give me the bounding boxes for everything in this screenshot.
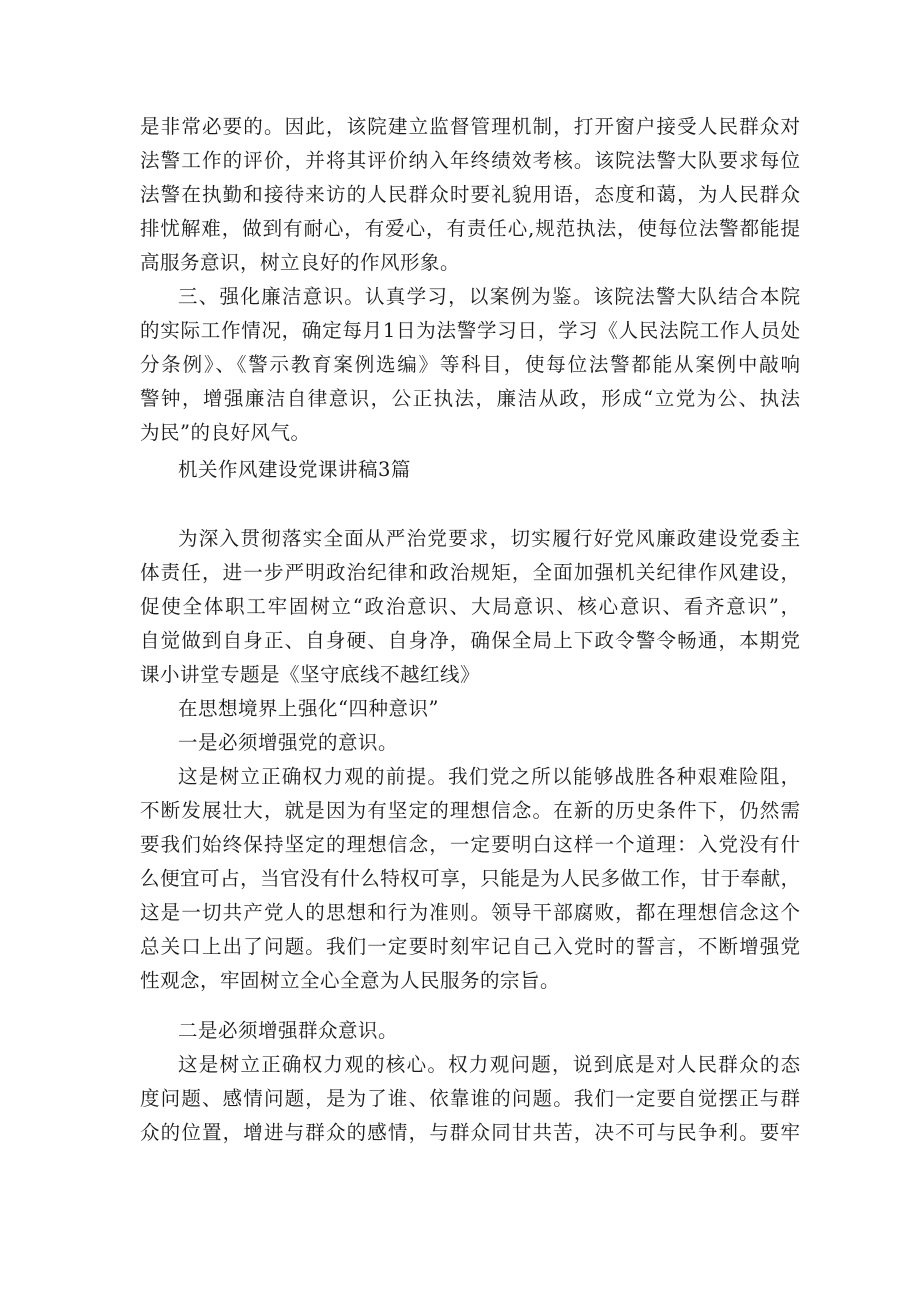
- text-line: 三、强化廉洁意识。认真学习，以案例为鉴。该院法警大队结合本院: [178, 285, 802, 308]
- subheading: 一是必须增强党的意识。: [178, 731, 399, 754]
- text-line: 为民”的良好风气。: [140, 421, 311, 444]
- subheading: 在思想境界上强化“四种意识”: [178, 697, 439, 720]
- text-line: 课小讲堂专题是《坚守底线不越红线》: [140, 663, 481, 686]
- text-line: 法警工作的评价，并将其评价纳入年终绩效考核。该院法警大队要求每位: [140, 149, 802, 172]
- text-line: 体责任，进一步严明政治纪律和政治规矩，全面加强机关纪律作风建设，: [140, 561, 802, 584]
- text-line: 是非常必要的。因此，该院建立监督管理机制，打开窗户接受人民群众对: [140, 115, 802, 138]
- section-title: 机关作风建设党课讲稿3篇: [178, 458, 411, 481]
- text-line: 总关口上出了问题。我们一定要时刻牢记自己入党时的誓言，不断增强党: [140, 935, 802, 958]
- text-line: 分条例》、《警示教育案例选编》等科目，使每位法警都能从案例中敲响: [140, 353, 802, 376]
- text-line: 为深入贯彻落实全面从严治党要求，切实履行好党风廉政建设党委主: [178, 527, 802, 550]
- text-line: 么便宜可占，当官没有什么特权可享，只能是为人民多做工作，甘于奉献，: [140, 867, 801, 890]
- subheading: 二是必须增强群众意识。: [178, 1019, 399, 1042]
- text-line: 自觉做到自身正、自身硬、自身净，确保全局上下政令警令畅通，本期党: [140, 629, 802, 652]
- text-line: 高服务意识，树立良好的作风形象。: [140, 251, 461, 274]
- text-line: 促使全体职工牢固树立“政治意识、大局意识、核心意识、看齐意识”，: [140, 595, 802, 618]
- text-line: 众的位置，增进与群众的感情，与群众同甘共苦，决不可与民争利。要牢: [140, 1121, 802, 1144]
- text-line: 这是树立正确权力观的核心。权力观问题，说到底是对人民群众的态: [178, 1053, 802, 1076]
- text-line: 度问题、感情问题，是为了谁、依靠谁的问题。我们一定要自觉摆正与群: [140, 1087, 802, 1110]
- text-line: 不断发展壮大，就是因为有坚定的理想信念。在新的历史条件下，仍然需: [140, 799, 802, 822]
- text-line: 排忧解难，做到有耐心，有爱心，有责任心,规范执法，使每位法警都能提: [140, 217, 801, 240]
- text-line: 这是一切共产党人的思想和行为准则。领导干部腐败，都在理想信念这个: [140, 901, 802, 924]
- text-line: 的实际工作情况，确定每月1日为法警学习日，学习《人民法院工作人员处: [140, 319, 801, 342]
- text-line: 警钟，增强廉洁自律意识，公正执法，廉洁从政，形成“立党为公、执法: [140, 387, 802, 410]
- text-line: 性观念，牢固树立全心全意为人民服务的宗旨。: [140, 969, 561, 992]
- text-line: 法警在执勤和接待来访的人民群众时要礼貌用语，态度和蔼，为人民群众: [140, 183, 802, 206]
- text-line: 这是树立正确权力观的前提。我们党之所以能够战胜各种艰难险阻，: [178, 765, 802, 788]
- text-line: 要我们始终保持坚定的理想信念，一定要明白这样一个道理：入党没有什: [140, 833, 802, 856]
